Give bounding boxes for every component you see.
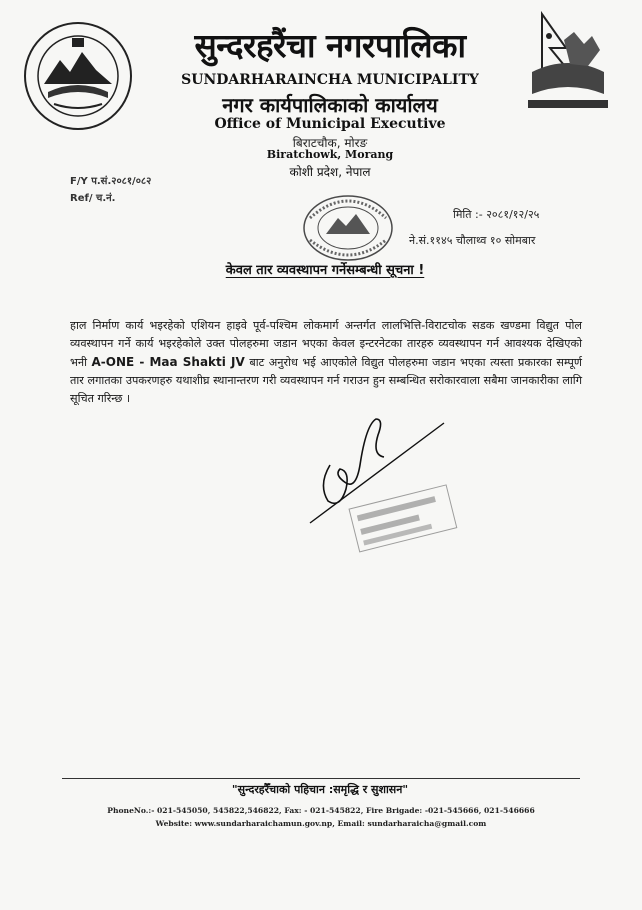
footer-contact: PhoneNo.:- 021-545050, 545822,546822, Fax: - 021-545822, Fire Brigade: -021-545666, 021-546666 [107,806,535,815]
letter-date: मिति :- २०८१/१२/२५ [453,208,540,221]
footer-website: Website: www.sundarharaichamun.gov.np, Email: sundarharaicha@gmail.com [155,819,487,828]
municipality-logo [22,20,134,132]
office-name-nepali: नगर कार्यपालिकाको कार्यालय [222,93,438,117]
reference-number: Ref/ च.नं. [70,193,116,204]
office-name-english: Office of Municipal Executive [214,116,446,132]
nepal-sambat-date: ने.सं.११४५ चौलाथ्व १० सोमबार [409,234,536,247]
footer-divider [62,778,580,779]
official-signature [300,405,460,565]
location-english: Biratchowk, Morang [266,148,394,161]
notice-body [70,317,582,408]
municipality-name-english: SUNDARHARAINCHA MUNICIPALITY [181,72,479,88]
office-stamp [296,188,400,264]
location-nepali: बिराटचौक, मोरङ [292,136,368,150]
municipality-name-nepali: सुन्दरहरैंचा नगरपालिका [194,26,466,65]
notice-subject: केवल तार व्यवस्थापन गर्नेसम्बन्धी सूचना ! [225,263,425,278]
notice-body-part-1: हाल निर्माण कार्य भइरहेको एशियन हाइवे पूर्व-पश्चिम लोकमार्ग अन्तर्गत लालभित्ति-विराटचोक सडक खण्डमा विद्युत पोल व्यवस्थापन गर्ने कार्य भइरहेकोले उक्त पोलहरुमा जडान भएका केवल इन्टरनेटका तारहरु व्यवस्थापन गर्न आवश्यक देखिएको भनी [70,319,582,369]
fiscal-year: F/Y प.सं.२०८१/०८२ [70,176,152,187]
province-nepali: कोशी प्रदेश, नेपाल [289,165,371,179]
company-name: A-ONE - Maa Shakti JV [91,355,245,369]
notice-body-part-2: बाट अनुरोध भई आएकोले विद्युत पोलहरुमा जडान भएका त्यस्ता प्रकारका सम्पूर्ण तार लगातका उपकरणहरु यथाशीघ्र स्थानान्तरण गरी व्यवस्थापन गर्न गराउन हुन सम्बन्धित सरोकारवाला सबैमा जानकारीका लागि सूचित गरिन्छ । [70,356,582,405]
nepal-emblem [522,10,614,112]
footer-slogan: "सुन्दरहरैँचाको पहिचान :समृद्धि र सुशासन" [231,783,409,796]
